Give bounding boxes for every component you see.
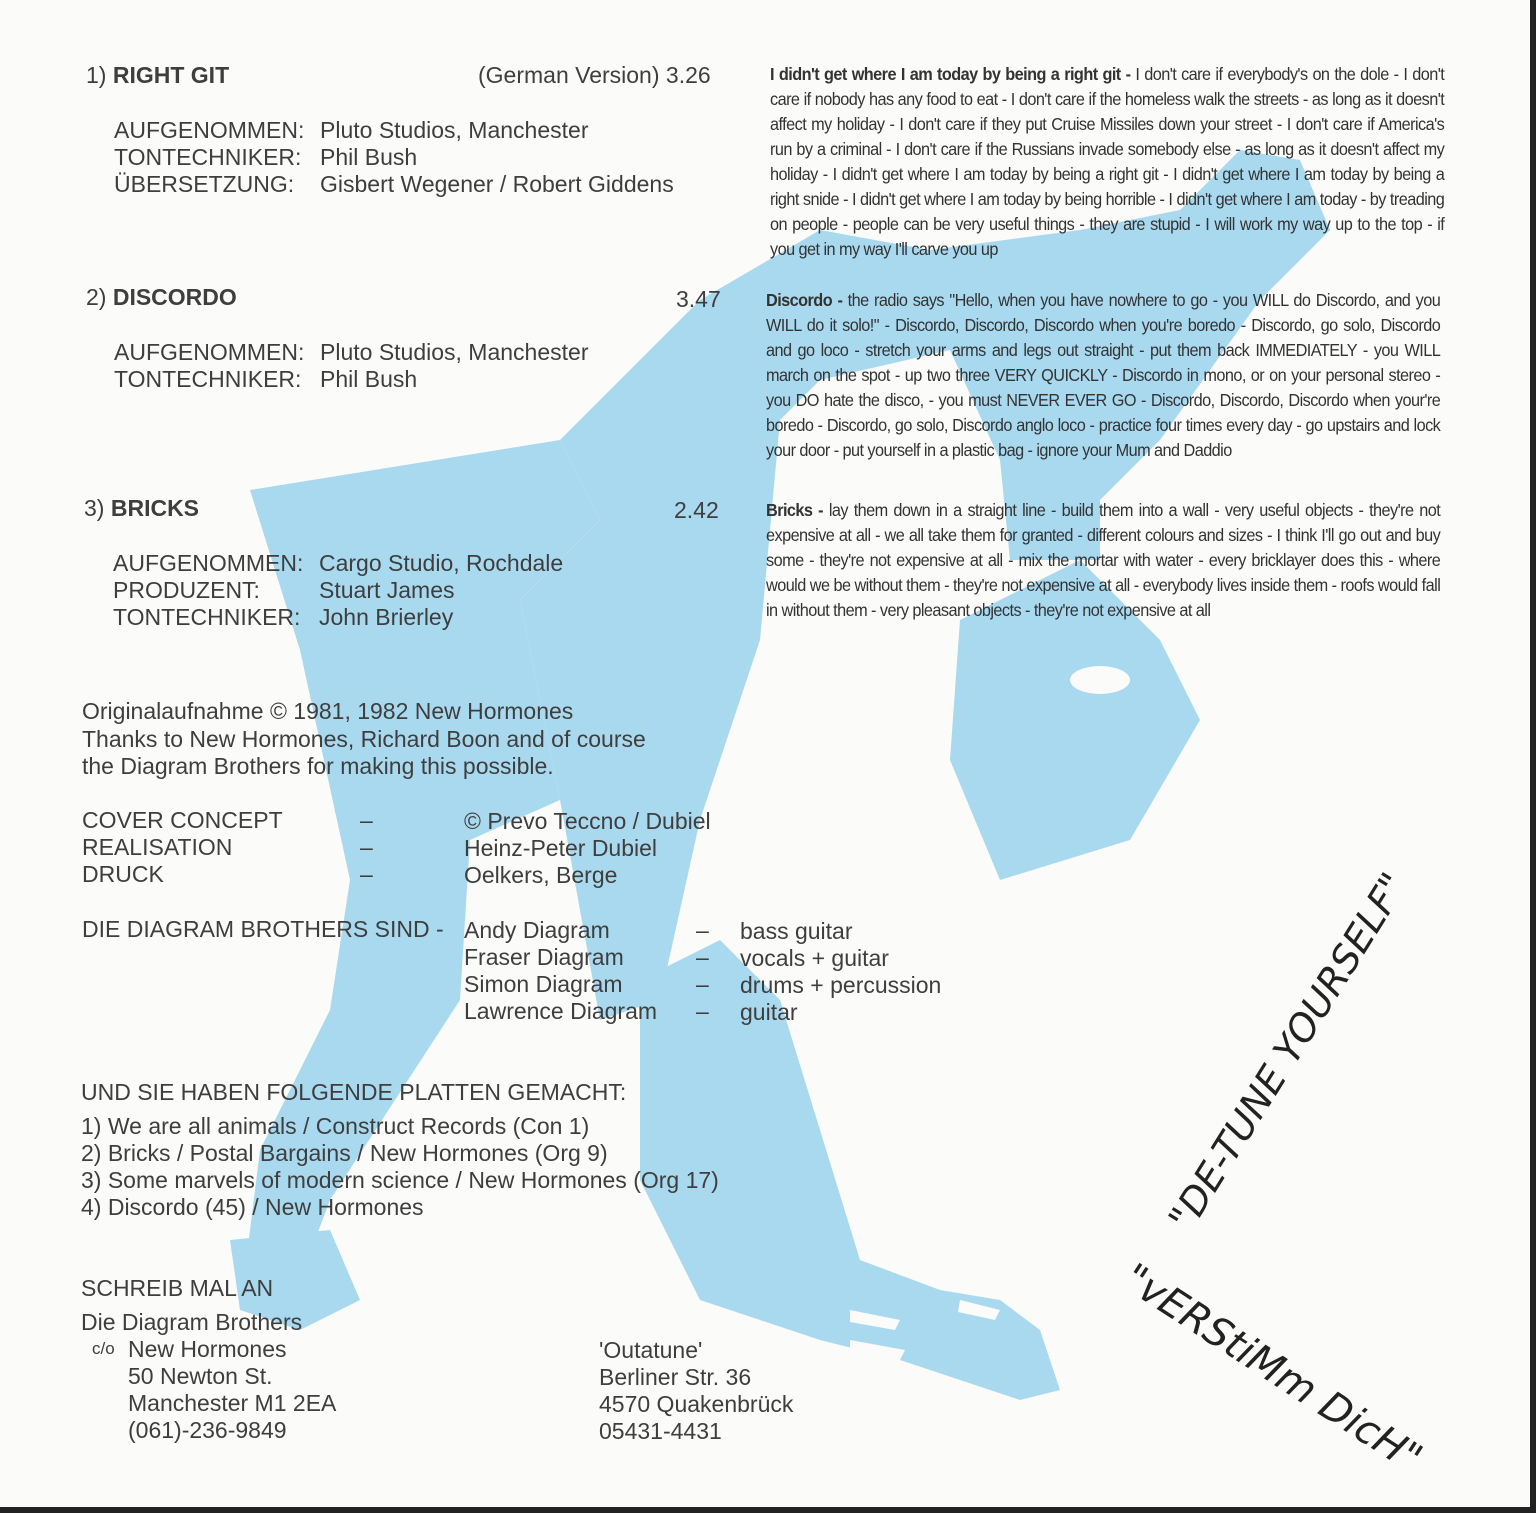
band-heading: DIE DIAGRAM BROTHERS SIND - <box>82 916 444 942</box>
member-name: Andy Diagram <box>464 917 610 943</box>
member-instrument: bass guitar <box>740 918 853 944</box>
cover-credit-dash: – <box>360 807 373 833</box>
cover-credit-dash: – <box>360 861 373 887</box>
cover-credit-value: Oelkers, Berge <box>464 862 618 888</box>
member-name: Fraser Diagram <box>464 944 624 970</box>
lyrics-title: Bricks - <box>766 500 824 520</box>
lyrics-title: I didn't get where I am today by being a right git - <box>770 64 1131 84</box>
original-line-1: Originalaufnahme © 1981, 1982 New Hormones <box>82 698 574 724</box>
track-3-heading <box>84 495 199 522</box>
contact-phone: (061)-236-9849 <box>128 1417 287 1443</box>
member-dash: – <box>696 971 709 997</box>
discography-item: 2) Bricks / Postal Bargains / New Hormones (Org 9) <box>81 1140 608 1166</box>
track-3-credit-value: Cargo Studio, Rochdale <box>319 550 564 576</box>
contact-org: New Hormones <box>128 1336 287 1362</box>
track-3-title: BRICKS <box>110 495 200 521</box>
discography-item: 3) Some marvels of modern science / New Hormones (Org 17) <box>81 1167 719 1193</box>
track-1-note: (German Version) 3.26 <box>478 62 711 88</box>
contact-heading: SCHREIB MAL AN <box>81 1275 274 1301</box>
track-1-number: 1) <box>86 62 107 88</box>
track-3-credit-role: PRODUZENT: <box>113 577 260 603</box>
track-2-credit-role: AUFGENOMMEN: <box>114 339 305 365</box>
track-3-credit-role: AUFGENOMMEN: <box>113 550 304 576</box>
lyrics-discordo <box>766 288 1440 463</box>
lyrics-bricks <box>766 498 1440 623</box>
member-name: Simon Diagram <box>464 971 623 997</box>
track-3-credit-value: Stuart James <box>319 577 455 603</box>
figure-eye <box>1070 666 1130 694</box>
contact2-street: Berliner Str. 36 <box>599 1364 752 1390</box>
member-instrument: vocals + guitar <box>740 945 889 971</box>
member-dash: – <box>696 917 709 943</box>
track-1-credit-role: ÜBERSETZUNG: <box>114 171 295 197</box>
lyrics-text: lay them down in a straight line - build them into a wall - very useful objects - they're not expensive at all - we all take them for granted - different colours and sizes - I think I'll go out and buy some - they're not expensive at all - mix the mortar with water - every bricklayer does this - where would we be without them - they're not expensive at all - everybody lives inside them - roofs would fall in without them - very pleasant objects - they're not expensive at all <box>766 500 1441 620</box>
contact2-name: 'Outatune' <box>599 1337 703 1363</box>
track-1-credit-role: TONTECHNIKER: <box>114 144 302 170</box>
track-1-heading <box>86 62 229 89</box>
track-2-credit-value: Pluto Studios, Manchester <box>320 339 589 365</box>
discography-item: 4) Discordo (45) / New Hormones <box>81 1194 424 1220</box>
figure-torso <box>520 280 780 1020</box>
track-1-credit-value: Pluto Studios, Manchester <box>320 117 589 143</box>
cover-credit-role: REALISATION <box>82 834 233 860</box>
member-dash: – <box>696 944 709 970</box>
lyrics-right-git <box>770 62 1444 262</box>
cover-credit-dash: – <box>360 834 373 860</box>
discography-item: 1) We are all animals / Construct Records (Con 1) <box>81 1113 590 1139</box>
track-1-credit-role: AUFGENOMMEN: <box>114 117 305 143</box>
slogan-verstimm: "vERStiMm DicH" <box>1114 1255 1431 1482</box>
member-instrument: drums + percussion <box>740 972 942 998</box>
original-line-2: Thanks to New Hormones, Richard Boon and of course <box>82 726 646 752</box>
track-3-note: 2.42 <box>674 497 719 523</box>
cover-credit-role: DRUCK <box>82 861 164 887</box>
track-2-credit-value: Phil Bush <box>320 366 418 392</box>
contact-co: c/o <box>92 1339 115 1358</box>
member-instrument: guitar <box>740 999 798 1025</box>
contact2-phone: 05431-4431 <box>599 1418 722 1444</box>
lyrics-text: I don't care if everybody's on the dole - I don't care if nobody has any food to eat - I don't care if the homeless walk the streets - as long as it doesn't affect my holiday - I don't care if they put Cruise Missiles down your street - I don't care if America's run by a criminal - I don't care if the Russians invade somebody else - as long as it doesn't affect my holiday - I didn't get where I am today by being a right git - I didn't get where I am today by being a right snide - I didn't get where I am today by being horrible - I didn't get where I am today - by treading on people - people can be very useful things - they are stupid - I will work my way up to the top - if you get in my way I'll carve you up <box>770 64 1445 259</box>
track-2-title: DISCORDO <box>112 284 237 310</box>
cover-credit-role: COVER CONCEPT <box>82 807 283 833</box>
contact-name: Die Diagram Brothers <box>81 1309 303 1335</box>
contact-city: Manchester M1 2EA <box>128 1390 337 1416</box>
track-3-number: 3) <box>84 495 105 521</box>
track-2-note: 3.47 <box>676 286 721 312</box>
member-name: Lawrence Diagram <box>464 998 658 1024</box>
contact-street: 50 Newton St. <box>128 1363 273 1389</box>
lyrics-title: Discordo - <box>766 290 843 310</box>
track-2-number: 2) <box>86 284 107 310</box>
track-2-heading <box>86 284 237 311</box>
track-1-credit-value: Gisbert Wegener / Robert Giddens <box>320 171 674 197</box>
track-1-title: RIGHT GIT <box>112 62 230 88</box>
track-3-credit-role: TONTECHNIKER: <box>113 604 301 630</box>
slogan-detune: "DE-TUNE YOURSELF" <box>1160 865 1416 1239</box>
contact2-city: 4570 Quakenbrück <box>599 1391 794 1417</box>
track-1-credit-value: Phil Bush <box>320 144 418 170</box>
track-3-credit-value: John Brierley <box>319 604 454 630</box>
discography-heading: UND SIE HABEN FOLGENDE PLATTEN GEMACHT: <box>81 1079 627 1105</box>
member-dash: – <box>696 998 709 1024</box>
track-2-credit-role: TONTECHNIKER: <box>114 366 302 392</box>
cover-credit-value: © Prevo Teccno / Dubiel <box>464 808 711 834</box>
lyrics-text: the radio says "Hello, when you have nowhere to go - you WILL do Discordo, and you WILL do it solo!" - Discordo, Discordo, Discordo when you're boredo - Discordo, go solo, Discordo and go loco - stretch your arms and legs out straight - put them back IMMEDIATELY - you WILL march on the spot - up two three VERY QUICKLY - Discordo in mono, or on your personal stereo - you DO hate the disco, - you must NEVER EVER GO - Discordo, Discordo, Discordo when your're boredo - Discordo, go solo, Discordo anglo loco - practice four times every day - go upstairs and lock your door - put yourself in a plastic bag - ignore your Mum and Daddio <box>766 290 1441 460</box>
original-line-3: the Diagram Brothers for making this possible. <box>82 753 554 779</box>
cover-credit-value: Heinz-Peter Dubiel <box>464 835 658 861</box>
